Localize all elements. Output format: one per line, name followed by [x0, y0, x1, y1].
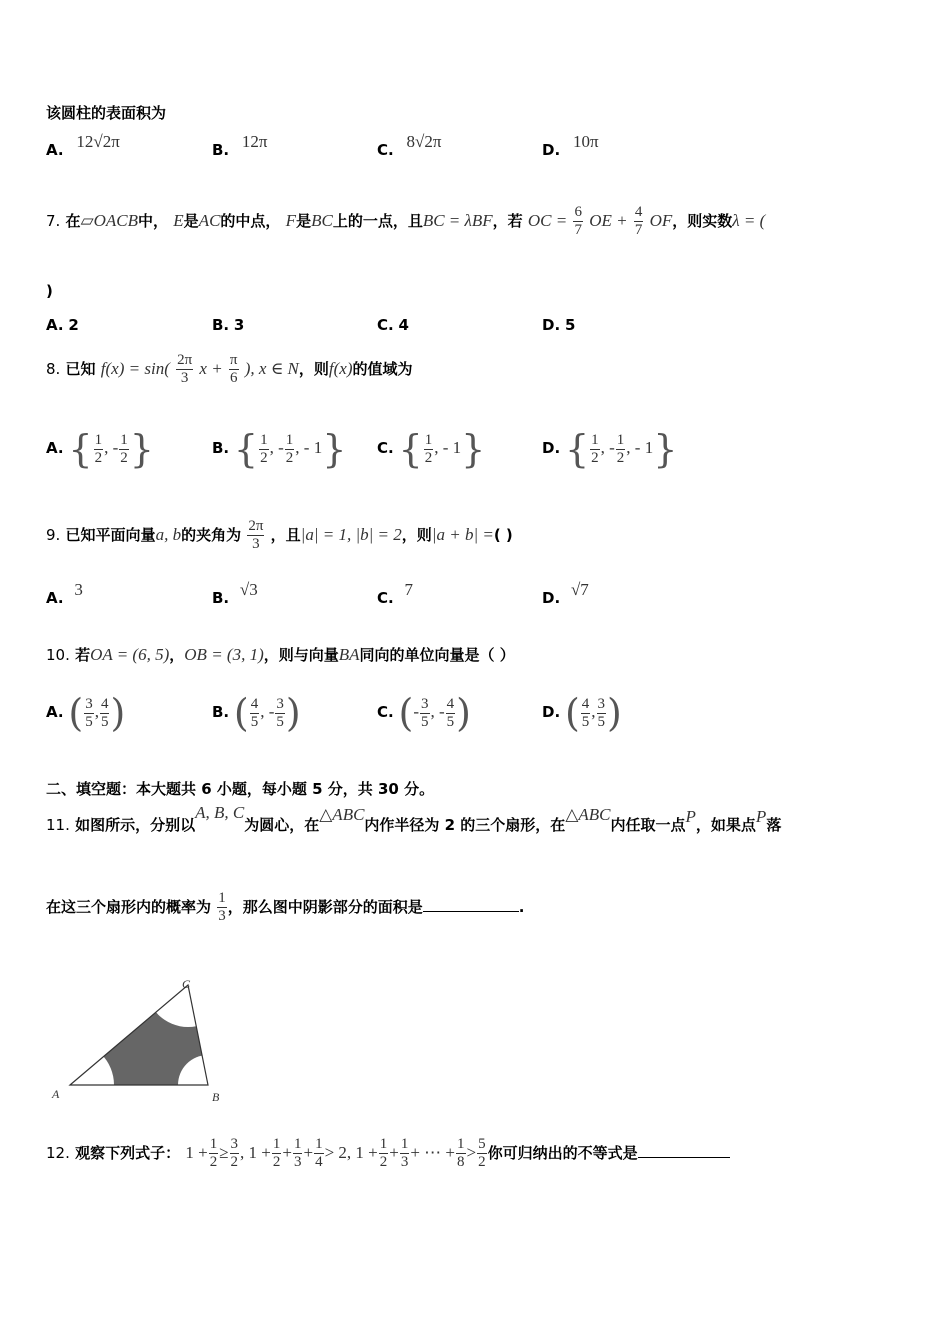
q9-expression: |a + b| = — [431, 525, 494, 544]
q6-option-d[interactable] — [542, 132, 599, 160]
q8-fraction: $\frac{2\pi}{3}$ — [177, 352, 193, 386]
q7-option-a[interactable] — [46, 316, 79, 334]
q11-fraction: $\frac{1}{3}$ — [218, 890, 226, 924]
q7-text: 在 — [65, 212, 81, 230]
q10-vector-oa: OA = (6, 5) — [90, 645, 170, 664]
q8-text: 的值域为 — [352, 360, 413, 378]
q11-triangle: △ABC — [565, 805, 611, 824]
q7-point-f: F — [285, 211, 297, 230]
q8-stem — [46, 352, 413, 387]
option-value: 4 — [398, 316, 409, 334]
option-label: C. — [377, 703, 394, 721]
q6-option-b[interactable] — [212, 132, 268, 160]
q11-text: 在这三个扇形内的概率为 — [46, 898, 212, 916]
q11-line2 — [46, 890, 524, 925]
q11-point-p: P — [755, 807, 767, 826]
q6-option-a[interactable] — [46, 132, 120, 160]
q7-text: 是 — [183, 212, 199, 230]
option-label: D. — [542, 439, 561, 457]
q9-option-c[interactable] — [377, 580, 413, 608]
q9-option-a[interactable] — [46, 580, 83, 608]
q10-option-b[interactable]: B. ( $\frac{4}{5}$ , - $\frac{3}{5}$ ) — [212, 691, 301, 735]
option-value: 2 — [68, 316, 79, 334]
q8-option-d[interactable]: D. { $\frac{1}{2}$ , - $\frac{1}{2}$ , - 1} — [542, 427, 678, 471]
q7-relation: BC = λBF — [422, 211, 493, 230]
q7-text: ，若 — [492, 212, 523, 230]
q11-stem — [46, 803, 782, 835]
q6-tail: 该圆柱的表面积为 — [46, 104, 167, 122]
option-label: D. — [542, 141, 561, 159]
option-label: B. — [212, 439, 230, 457]
option-value: 8√2π — [406, 132, 442, 151]
q7-segment-bc: BC — [311, 211, 333, 230]
q7-text: 是 — [296, 212, 312, 230]
option-label: C. — [377, 589, 394, 607]
q12-expr: , 1 + — [240, 1143, 271, 1162]
q9-text: ，且 — [270, 526, 301, 544]
q11-triangle: △ABC — [319, 805, 365, 824]
q11-text: ，那么图中阴影部分的面积是 — [227, 898, 423, 916]
q7-option-c[interactable] — [377, 316, 409, 334]
option-value: 3 — [233, 316, 245, 334]
q9-number: 9. — [46, 526, 61, 544]
q10-text: ，则与向量 — [263, 646, 339, 664]
q8-text: 已知 — [65, 360, 96, 378]
q8-option-c[interactable]: C. { $\frac{1}{2}$ , - 1} — [377, 427, 486, 471]
option-label: B. — [212, 703, 230, 721]
q7-vector-oc: OC = — [527, 211, 568, 230]
q12-expr: ≥ — [219, 1143, 229, 1162]
q9-text: ( ) — [493, 526, 513, 544]
q9-option-b[interactable] — [212, 580, 258, 608]
q11-text: 内作半径为 2 的三个扇形，在 — [364, 816, 566, 834]
vertex-label-b: B — [212, 1090, 220, 1104]
q9-text: ，则 — [401, 526, 432, 544]
q11-text: ，如果点 — [695, 816, 756, 834]
q10-number: 10. — [46, 646, 70, 664]
q10-stem — [46, 644, 515, 665]
option-value: 12π — [241, 132, 268, 151]
q8-text: ，则 — [298, 360, 329, 378]
option-value: 12√2π — [76, 132, 120, 151]
option-label: D. — [542, 703, 561, 721]
option-label: B. — [212, 316, 230, 334]
q9-text: 的夹角为 — [181, 526, 242, 544]
option-value: 10π — [572, 132, 599, 151]
q8-option-a[interactable]: A. { $\frac{1}{2}$ , - $\frac{1}{2}$ } — [46, 427, 154, 471]
answer-blank[interactable] — [638, 1143, 730, 1158]
q11-text: 为圆心，在 — [244, 816, 320, 834]
answer-blank[interactable] — [423, 897, 519, 912]
q7-text: ，则实数 — [672, 212, 733, 230]
option-label: C. — [377, 316, 394, 334]
q11-text: 如图所示，分别以 — [75, 816, 196, 834]
option-value: 5 — [564, 316, 576, 334]
q7-segment-ac: AC — [198, 211, 221, 230]
q8-expr: ), x ∈ N — [244, 359, 299, 378]
q11-points: A, B, C — [195, 803, 245, 822]
q11-point-p: P — [685, 807, 696, 826]
q11-text: 内任取一点 — [610, 816, 686, 834]
q12-stem: 12. 观察下列式子： 1 + $\frac{1}{2}$ ≥ $\frac{3}{2}$ , 1 + $\frac{1}{2}$ + $\frac{1}{3}$ + $\frac{1}{4}$ > 2, 1 + $\frac{1}{2}$ + $\frac{1}{3}$ + ⋯ + $\frac{1}{8}$ > $\frac{5}{2}$ 你可归纳出的不等式是 — [46, 1136, 730, 1171]
q9-vectors: a, b — [155, 525, 182, 544]
q12-text: 你可归纳出的不等式是 — [487, 1144, 638, 1162]
option-label: D. — [542, 589, 561, 607]
option-value: √3 — [239, 580, 258, 599]
option-label: A. — [46, 141, 64, 159]
q8-expr: x + — [199, 359, 223, 378]
vertex-label-c: C — [182, 977, 191, 991]
option-value: √7 — [570, 580, 589, 599]
section-heading: 二、填空题：本大题共 6 小题，每小题 5 分，共 30 分。 — [46, 780, 435, 798]
q9-option-d[interactable] — [542, 580, 589, 608]
q8-function: f(x) = sin( — [100, 359, 170, 378]
q8-fraction: $\frac{\pi}{6}$ — [229, 352, 238, 386]
q8-number: 8. — [46, 360, 61, 378]
q12-number: 12. — [46, 1144, 70, 1162]
vertex-label-a: A — [52, 1087, 60, 1101]
q11-text: 落 — [766, 816, 782, 834]
option-label: B. — [212, 141, 230, 159]
q7-stem — [46, 204, 765, 239]
q7-shape: ▱OACB — [80, 211, 139, 230]
q7-vector-of: OF — [649, 211, 673, 230]
q7-text: 上的一点，且 — [332, 212, 423, 230]
q11-number: 11. — [46, 816, 70, 834]
option-label: B. — [212, 589, 230, 607]
option-label: A. — [46, 316, 64, 334]
q10-vector-ob: OB = (3, 1) — [184, 645, 264, 664]
option-label: A. — [46, 703, 64, 721]
q11-text: . — [518, 898, 525, 916]
option-label: A. — [46, 439, 64, 457]
q9-text: 已知平面向量 — [65, 526, 156, 544]
option-label: C. — [377, 439, 394, 457]
q12-expr: > 2, 1 + — [324, 1143, 378, 1162]
q10-text: 若 — [75, 646, 91, 664]
q7-number: 7. — [46, 212, 61, 230]
q6-option-c[interactable] — [377, 132, 442, 160]
q8-option-b[interactable]: B. { $\frac{1}{2}$ , - $\frac{1}{2}$ , - 1} — [212, 427, 347, 471]
q9-fraction: $\frac{2\pi}{3}$ — [248, 518, 264, 552]
option-label: A. — [46, 589, 64, 607]
option-label: D. — [542, 316, 561, 334]
q10-vector-ba: BA — [338, 645, 360, 664]
option-label: C. — [377, 141, 394, 159]
q9-stem — [46, 518, 513, 553]
q7-text: 的中点， — [220, 212, 281, 230]
q7-option-d[interactable] — [542, 316, 575, 334]
q9-condition: |a| = 1, |b| = 2 — [300, 525, 402, 544]
q7-point-e: E — [173, 211, 184, 230]
q10-option-d[interactable]: D. ( $\frac{4}{5}$ , $\frac{3}{5}$ ) — [542, 691, 622, 735]
q10-option-a[interactable]: A. ( $\frac{3}{5}$ , $\frac{4}{5}$ ) — [46, 691, 126, 735]
q11-triangle-figure — [40, 970, 250, 1110]
q7-lambda: λ = ( — [732, 211, 766, 230]
q7-option-b[interactable] — [212, 316, 244, 334]
q7-fraction: $\frac{4}{7}$ — [634, 204, 643, 238]
q7-fraction: $\frac{6}{7}$ — [574, 204, 582, 238]
q10-option-c[interactable]: C. (- $\frac{3}{5}$ , - $\frac{4}{5}$ ) — [377, 691, 471, 735]
q10-text: ， — [169, 646, 185, 664]
option-value: 3 — [74, 580, 83, 599]
q8-function: f(x) — [328, 359, 353, 378]
q7-close: ) — [46, 282, 53, 300]
option-value: 7 — [404, 580, 413, 599]
q12-expr: 1 + — [185, 1143, 208, 1162]
q12-text: 观察下列式子： — [75, 1144, 181, 1162]
q10-text: 同向的单位向量是（ ） — [359, 646, 515, 664]
q7-text: 中， — [138, 212, 169, 230]
q7-vector-oe: OE + — [589, 211, 628, 230]
